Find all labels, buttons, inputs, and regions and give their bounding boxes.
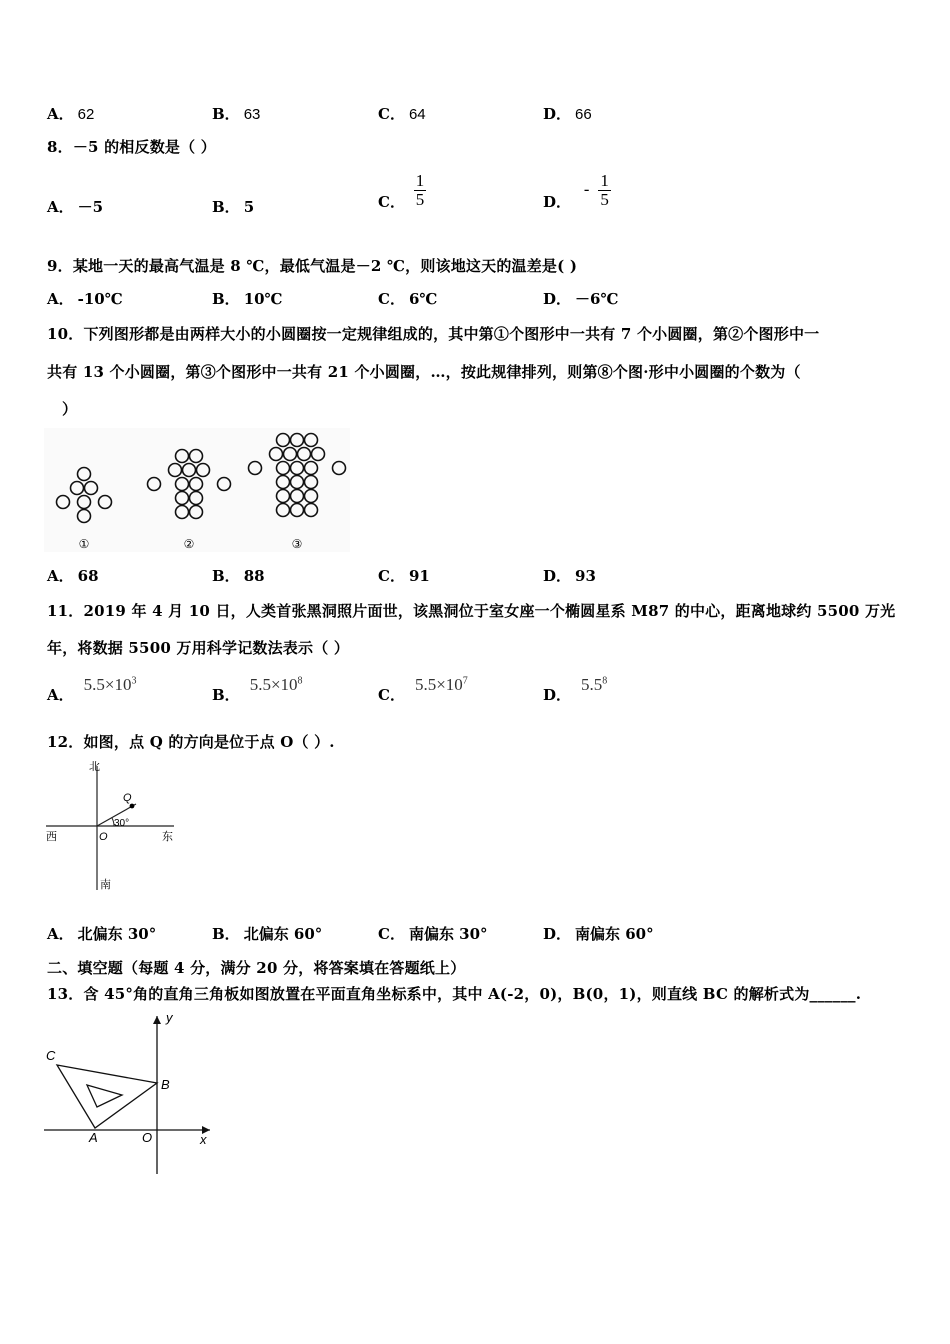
label-b: B bbox=[161, 1077, 170, 1092]
figure-label-3: ③ bbox=[291, 537, 303, 551]
north-label: 北 bbox=[89, 761, 100, 773]
q10-stem-line3: ） bbox=[62, 400, 78, 418]
q7-option-b: B． 63 bbox=[212, 105, 261, 123]
q11-option-c: C．$5.5\times 10^7$ bbox=[378, 675, 468, 704]
q9-stem: 9．某地一天的最高气温是 8 ℃，最低气温是－2 ℃，则该地这天的温差是( ) bbox=[47, 257, 578, 275]
q7-option-c: C． 64 bbox=[378, 105, 426, 123]
q9-option-a: A． -10℃ bbox=[47, 290, 123, 308]
q10-stem-line2: 共有 13 个小圆圈，第③个图形中一共有 21 个小圆圈，…，按此规律排列，则第⑧个图·形中小圆圈的个数为（ bbox=[47, 363, 801, 381]
inner-triangle bbox=[87, 1085, 122, 1107]
outer-triangle bbox=[57, 1065, 157, 1128]
origin-label: O bbox=[99, 831, 108, 843]
label-a: A bbox=[89, 1130, 98, 1145]
q9-option-c: C． 6℃ bbox=[378, 290, 438, 308]
q8-option-b: B． 5 bbox=[212, 198, 255, 216]
y-axis-arrow bbox=[153, 1016, 161, 1024]
q11-stem-line1: 11．2019 年 4 月 10 日，人类首张黑洞照片面世，该黑洞位于室女座一个椭圆星系 M87 的中心，距离地球约 5500 万光 bbox=[47, 602, 896, 620]
q11-option-b: B．$5.5\times 10^8$ bbox=[212, 675, 303, 704]
fraction: $\frac{1}{5}$ bbox=[415, 171, 425, 209]
east-label: 东 bbox=[162, 831, 173, 843]
q12-option-b: B． 北偏东 60° bbox=[212, 925, 323, 943]
q11-stem-line2: 年，将数据 5500 万用科学记数法表示（ ） bbox=[47, 639, 350, 657]
q11-option-a: A．$5.5\times 10^3$ bbox=[47, 675, 137, 704]
q12-option-c: C． 南偏东 30° bbox=[378, 925, 488, 943]
section2-title: 二、填空题（每题 4 分，满分 20 分，将答案填在答题纸上） bbox=[47, 959, 466, 977]
angle-label: 30° bbox=[114, 818, 130, 829]
q12-option-a: A． 北偏东 30° bbox=[47, 925, 157, 943]
q10-stem-line1: 10．下列图形都是由两样大小的小圆圈按一定规律组成的，其中第①个图形中一共有 7 个小圆圈，第②个图形中一 bbox=[47, 325, 820, 343]
circle-pattern-figure bbox=[44, 428, 350, 552]
triangle-coordinate-figure bbox=[40, 1010, 220, 1180]
q9-option-d: D． －6℃ bbox=[543, 290, 619, 308]
q8-option-a: A． －5 bbox=[47, 198, 104, 216]
q10-option-d: D． 93 bbox=[543, 567, 596, 585]
compass-figure bbox=[44, 758, 180, 894]
label-o: O bbox=[142, 1130, 153, 1145]
q8-option-d: D． - $\frac{1}{5}$ bbox=[543, 171, 609, 211]
point-q-label: Q bbox=[123, 792, 132, 804]
q10-option-a: A． 68 bbox=[47, 567, 99, 585]
label-c: C bbox=[46, 1048, 56, 1063]
q10-option-c: C． 91 bbox=[378, 567, 430, 585]
q9-option-b: B． 10℃ bbox=[212, 290, 283, 308]
q11-option-d: D．$5.5^8$ bbox=[543, 675, 608, 704]
label-y: y bbox=[166, 1010, 173, 1025]
q7-option-a: A． 62 bbox=[47, 105, 95, 123]
figure-label-2: ② bbox=[183, 537, 195, 551]
q7-option-d: D． 66 bbox=[543, 105, 592, 123]
south-label: 南 bbox=[100, 879, 111, 891]
q8-stem: 8．－5 的相反数是（ ） bbox=[47, 138, 216, 156]
q12-stem: 12．如图，点 Q 的方向是位于点 O（ ）. bbox=[47, 733, 335, 751]
figure-label-1: ① bbox=[78, 537, 90, 551]
label-x: x bbox=[200, 1132, 207, 1147]
fraction: $\frac{1}{5}$ bbox=[600, 171, 609, 209]
west-label: 西 bbox=[46, 831, 57, 843]
q8-option-c: C． $\frac{1}{5}$ bbox=[378, 171, 425, 211]
q10-option-b: B． 88 bbox=[212, 567, 265, 585]
q13-stem: 13．含 45°角的直角三角板如图放置在平面直角坐标系中，其中 A(-2，0)，B(0，1)，则直线 BC 的解析式为______. bbox=[47, 985, 862, 1003]
q12-option-d: D． 南偏东 60° bbox=[543, 925, 654, 943]
point-q-dot bbox=[130, 804, 135, 809]
